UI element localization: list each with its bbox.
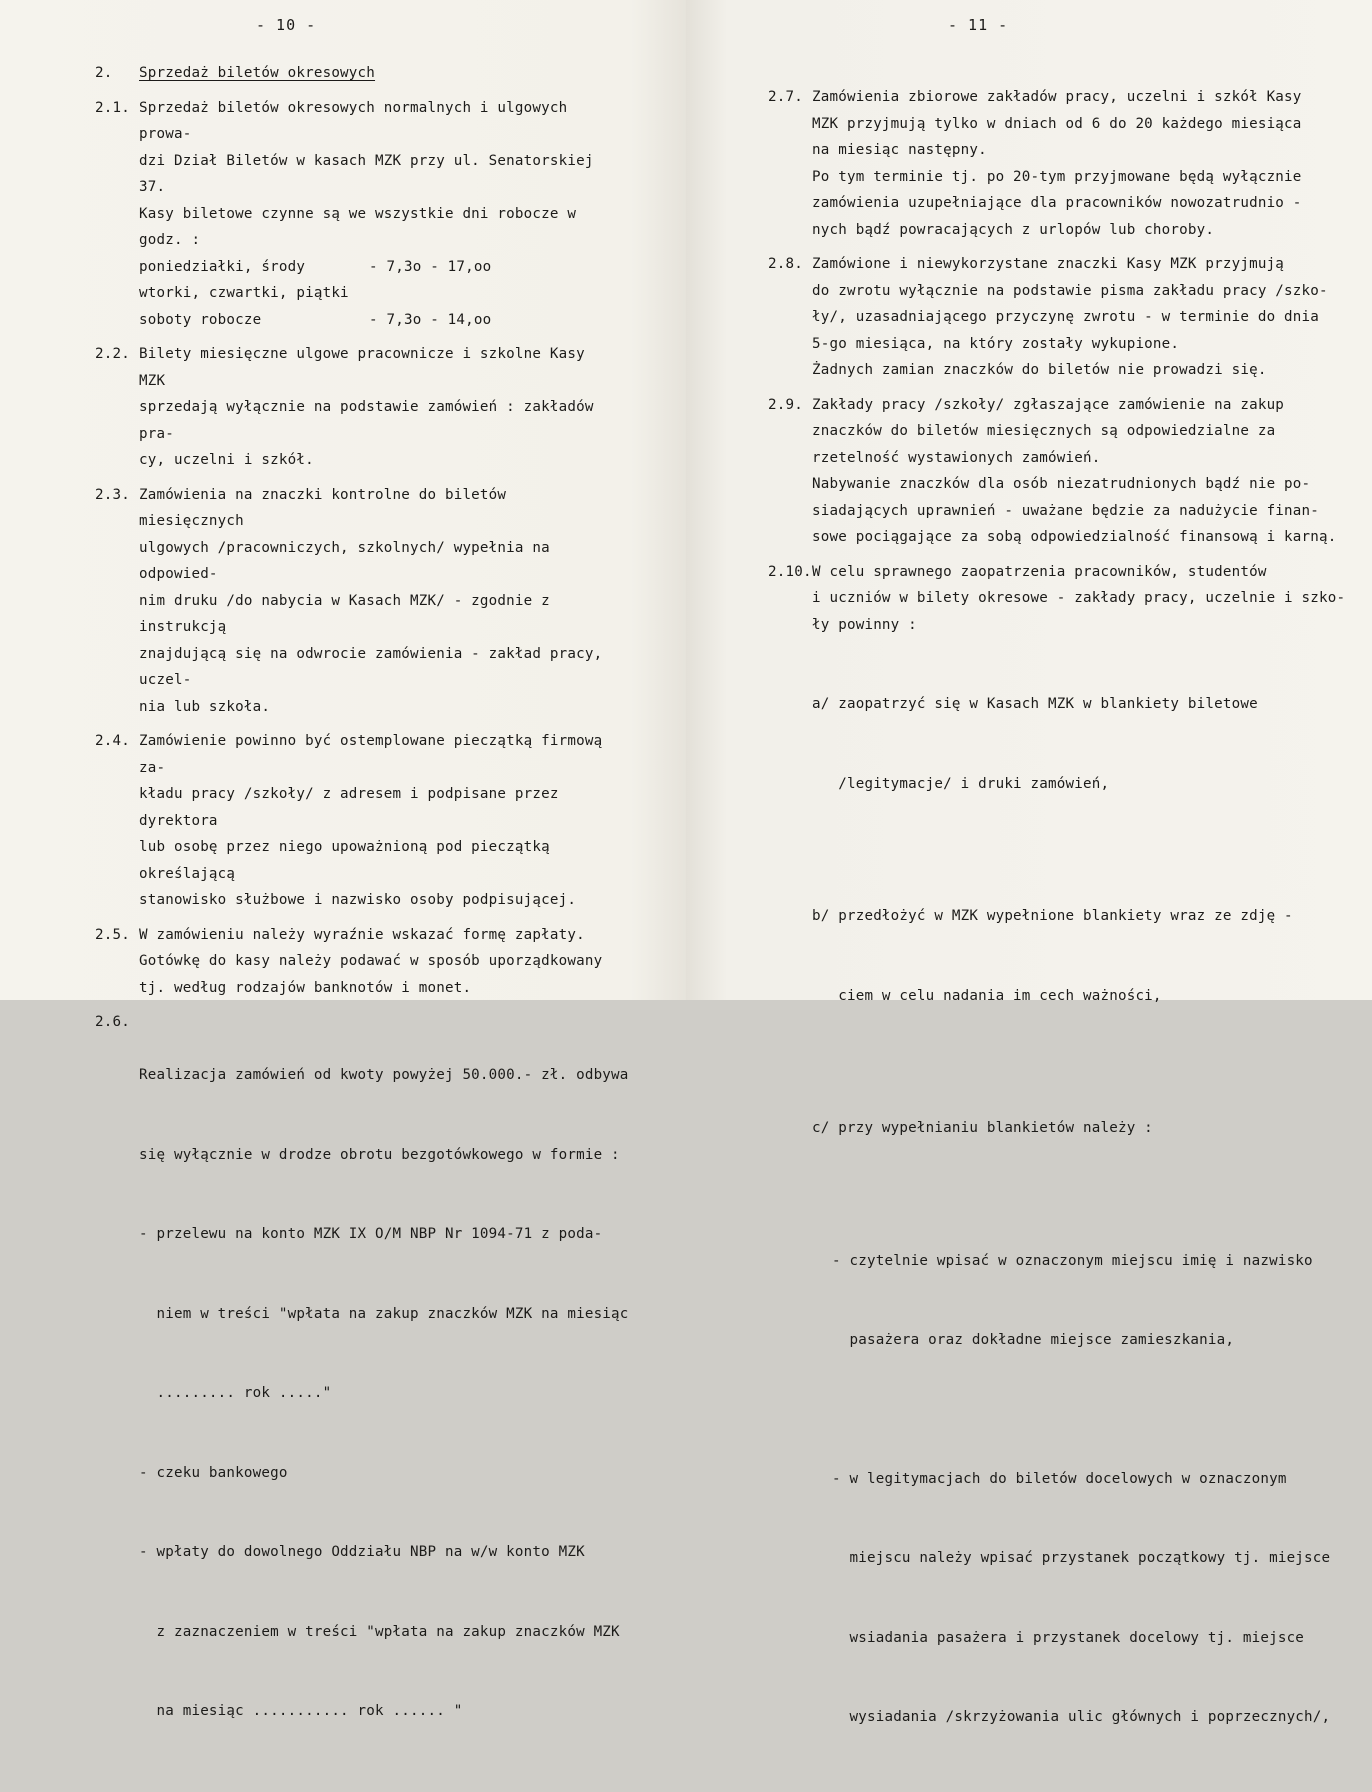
section-number: 2.2. (95, 346, 130, 362)
section-number: 2.7. (768, 89, 803, 105)
text-line: się wyłącznie w drodze obrotu bezgotówkowego w formie : (139, 1146, 620, 1163)
text-line: nych bądź powracających z urlopów lub choroby. (812, 221, 1215, 238)
right-page (686, 0, 1372, 1725)
section-number: 2.9. (768, 396, 803, 413)
text-line: tj. według rodzajów banknotów i monet. (139, 979, 472, 996)
hours-days: soboty robocze (139, 311, 262, 328)
hours-days: poniedziałki, środy (139, 258, 306, 275)
text-line: dzi Dział Biletów w kasach MZK przy ul. Senatorskiej 37. (139, 152, 594, 195)
text-line: Żadnych zamian znaczków do biletów nie prowadzi się. (812, 362, 1267, 378)
section-number: 2.6. (95, 1014, 130, 1030)
text-line: wysiadania /skrzyżowania ulic głównych i poprzecznych/, (832, 1709, 1331, 1725)
section-number: 2.4. (95, 733, 130, 749)
text-line: kładu pracy /szkoły/ z adresem i podpisane przez dyrektora (139, 786, 559, 829)
section-2-7 (768, 84, 1348, 243)
opening-hours (139, 254, 615, 334)
text-line: stanowisko służbowe i nazwisko osoby podpisującej. (139, 892, 577, 908)
page-number-left: - 10 - (256, 16, 317, 34)
text-line: Zamówienia na znaczki kontrolne do biletów miesięcznych (139, 486, 507, 529)
section-number: 2.10. (768, 563, 812, 580)
text-line: Zamówienia zbiorowe zakładów pracy, uczelni i szkół Kasy (812, 89, 1302, 105)
section-text (139, 728, 615, 914)
text-line: /legitymacje/ i druki zamówień, (812, 775, 1110, 792)
section-2-2 (95, 341, 615, 474)
text-line: - wpłaty do dowolnego Oddziału NBP na w/w konto MZK (139, 1544, 585, 1560)
text-line: nia lub szkoła. (139, 698, 271, 715)
item-a (812, 638, 1348, 850)
text-line: znaczków do biletów miesięcznych są odpowiedzialne za (812, 423, 1276, 439)
section-number: 2.3. (95, 486, 130, 503)
text-line: znajdującą się na odwrocie zamówienia - zakład pracy, uczel- (139, 645, 603, 688)
text-line: z zaznaczeniem w treści "wpłata na zakup znaczków MZK (139, 1623, 620, 1640)
text-line: cy, uczelni i szkół. (139, 452, 314, 468)
text-line: Sprzedaż biletów okresowych normalnych i ulgowych prowa- (139, 99, 568, 142)
section-number: 2. (95, 65, 113, 81)
section-2-5 (95, 922, 615, 1002)
section-number: 2.8. (768, 256, 803, 272)
section-number: 2.1. (95, 99, 130, 116)
left-page-content (95, 60, 629, 1786)
text-line: nim druku /do nabycia w Kasach MZK/ - zgodnie z instrukcją (139, 592, 550, 635)
text-line: Nabywanie znaczków dla osób niezatrudnionych bądź nie po- (812, 476, 1311, 492)
section-text (812, 251, 1348, 384)
text-line: W celu sprawnego zaopatrzenia pracowników, studentów (812, 563, 1267, 580)
text-line: Zamówienie powinno być ostemplowane pieczątką firmową za- (139, 733, 603, 776)
text-line: siadających uprawnień - uważane będzie za nadużycie finan- (812, 502, 1320, 519)
text-line: lub osobę przez niego upoważnioną pod pieczątką określającą (139, 839, 550, 882)
text-line: do zwrotu wyłącznie na podstawie pisma zakładu pracy /szko- (812, 282, 1328, 299)
section-2-6 (95, 1009, 629, 1778)
text-line: Zamówione i niewykorzystane znaczki Kasy MZK przyjmują (812, 256, 1285, 272)
text-line: Gotówkę do kasy należy podawać w sposób uporządkowany (139, 953, 603, 969)
hours-time: - 7,3o - 14,oo (369, 311, 492, 328)
text-line: Kasy biletowe czynne są we wszystkie dni robocze w godz. : (139, 205, 577, 248)
section-text (139, 1009, 629, 1778)
text-line: Realizacja zamówień od kwoty powyżej 50.000.- zł. odbywa (139, 1067, 629, 1083)
section-2-4 (95, 728, 615, 914)
text-line: ......... rok ....." (139, 1385, 332, 1401)
section-text (812, 84, 1348, 243)
page-number-right: - 11 - (948, 16, 1009, 34)
text-line: ciem w celu nadania im cech ważności, (812, 987, 1162, 1004)
text-line: na miesiąc ........... rok ...... " (139, 1703, 463, 1719)
item-c-bullet-1 (832, 1195, 1348, 1407)
text-line: Zakłady pracy /szkoły/ zgłaszające zamówienie na zakup (812, 396, 1285, 413)
section-text (139, 95, 615, 254)
text-line: zamówienia uzupełniające dla pracowników nowozatrudnio - (812, 195, 1302, 211)
hours-time: - 7,3o - 17,oo (369, 258, 492, 275)
text-line: niem w treści "wpłata na zakup znaczków MZK na miesiąc (139, 1305, 629, 1322)
text-line: - w legitymacjach do biletów docelowych w oznaczonym (832, 1470, 1287, 1487)
item-c-bullet-2 (832, 1413, 1348, 1784)
hours-days: wtorki, czwartki, piątki (139, 285, 349, 301)
text-line: W zamówieniu należy wyraźnie wskazać formę zapłaty. (139, 926, 585, 943)
text-line: Bilety miesięczne ulgowe pracownicze i szkolne Kasy MZK (139, 346, 585, 389)
text-line: ły/, uzasadniającego przyczynę zwrotu - w terminie do dnia (812, 309, 1320, 325)
section-text (139, 482, 615, 721)
item-b (812, 850, 1348, 1062)
text-line: - czeku bankowego (139, 1464, 288, 1481)
text-line: i uczniów w bilety okresowe - zakłady pracy, uczelnie i szko- (812, 590, 1346, 606)
right-page-content (768, 84, 1348, 1792)
section-2-3 (95, 482, 615, 721)
text-line: pasażera oraz dokładne miejsce zamieszkania, (832, 1332, 1235, 1348)
section-number: 2.5. (95, 926, 130, 943)
section-title: Sprzedaż biletów okresowych (139, 65, 376, 81)
text-line: 5-go miesiąca, na który zostały wykupione. (812, 335, 1180, 352)
item-c (812, 1062, 1348, 1195)
text-line: miejscu należy wpisać przystanek początkowy tj. miejsce (832, 1550, 1331, 1566)
section-2-heading (95, 60, 615, 87)
text-line: wsiadania pasażera i przystanek docelowy tj. miejsce (832, 1629, 1305, 1646)
section-2-1 (95, 95, 615, 334)
text-line: sprzedają wyłącznie na podstawie zamówień : zakładów pra- (139, 399, 594, 442)
section-2-10 (768, 559, 1348, 1784)
section-text (812, 392, 1348, 551)
text-line: Po tym terminie tj. po 20-tym przyjmowane będą wyłącznie (812, 168, 1302, 185)
text-line: - przelewu na konto MZK IX O/M NBP Nr 1094-71 z poda- (139, 1226, 603, 1242)
section-text (139, 922, 615, 1002)
text-line: - czytelnie wpisać w oznaczonym miejscu imię i nazwisko (832, 1252, 1313, 1269)
text-line: a/ zaopatrzyć się w Kasach MZK w blankiety biletowe (812, 696, 1258, 712)
text-line: MZK przyjmują tylko w dniach od 6 do 20 każdego miesiąca (812, 115, 1302, 132)
text-line: na miesiąc następny. (812, 142, 987, 158)
section-2-9 (768, 392, 1348, 551)
text-line: sowe pociągające za sobą odpowiedzialność finansową i karną. (812, 529, 1337, 545)
text-line: c/ przy wypełnianiu blankietów należy : (812, 1120, 1153, 1136)
left-page (0, 0, 686, 1719)
hours-time (369, 280, 569, 307)
section-2-8 (768, 251, 1348, 384)
text-line: rzetelność wystawionych zamówień. (812, 449, 1101, 466)
text-line: b/ przedłożyć w MZK wypełnione blankiety wraz ze zdję - (812, 908, 1293, 924)
section-text (139, 341, 615, 474)
text-line: ulgowych /pracowniczych, szkolnych/ wypełnia na odpowied- (139, 539, 550, 582)
section-text (812, 559, 1348, 639)
text-line: ły powinny : (812, 616, 917, 633)
